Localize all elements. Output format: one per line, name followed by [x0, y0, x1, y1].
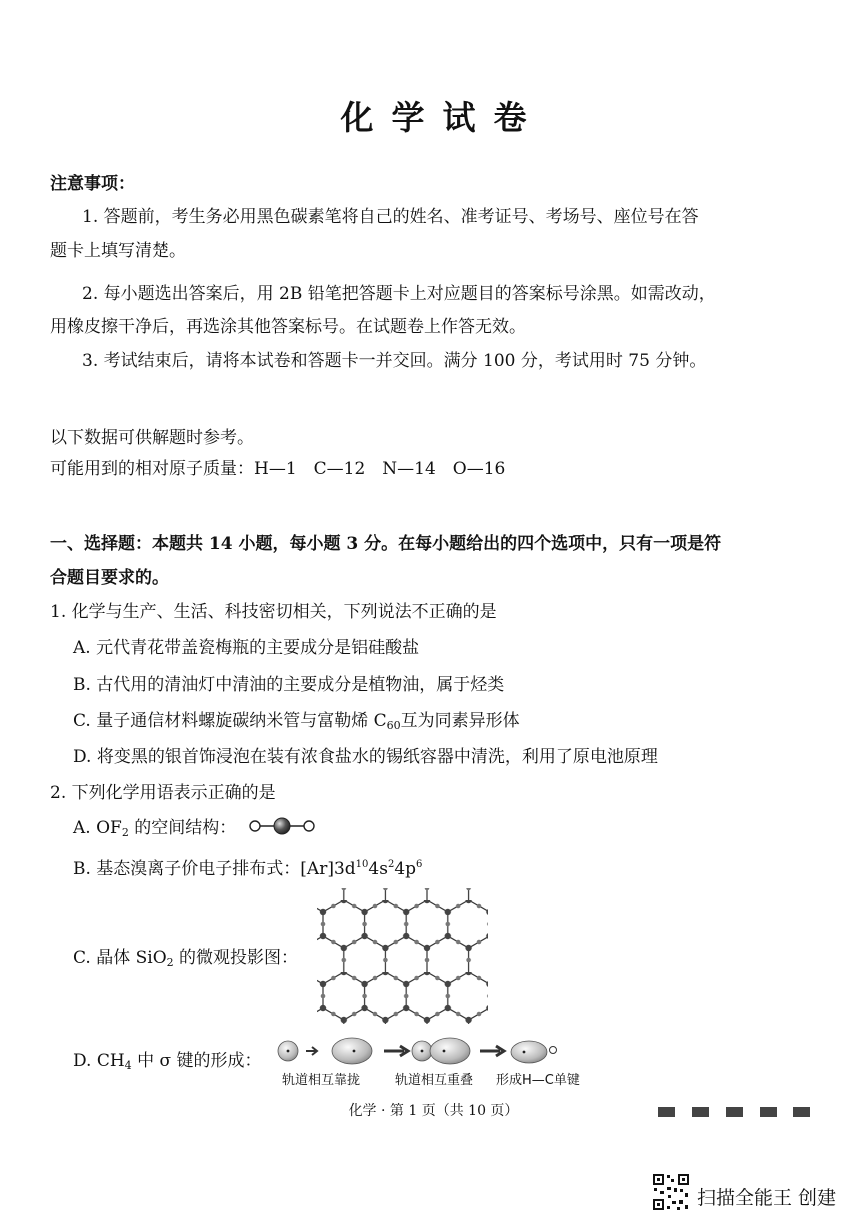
footer-mark-1: [658, 1107, 675, 1117]
of2-structure-diagram: [247, 815, 319, 837]
notice-line-1: 1. 答题前，考生务必用黑色碳素笔将自己的姓名、准考证号、考场号、座位号在答: [82, 207, 699, 227]
footer-mark-5: [793, 1107, 810, 1117]
page-title: 化学试卷: [340, 98, 545, 137]
q1-option-a: A. 元代青花带盖瓷梅瓶的主要成分是铝硅酸盐: [73, 638, 420, 658]
qr-code-icon: [652, 1173, 690, 1211]
notice-line-5: 3. 考试结束后，请将本试卷和答题卡一并交回。满分 100 分，考试用时 75 分钟。: [82, 351, 707, 371]
q2-option-c: C. 晶体 SiO$_2$ 的微观投影图：: [73, 948, 299, 969]
footer-mark-2: [692, 1107, 709, 1117]
section-heading-line-1: 一、选择题：本题共 14 小题，每小题 3 分。在每小题给出的四个选项中，只有一项是符: [50, 534, 722, 554]
atomic-masses: 可能用到的相对原子质量：H—1 C—12 N—14 O—16: [50, 459, 506, 479]
caption-overlap: 轨道相互重叠: [395, 1073, 474, 1088]
footer-mark-3: [726, 1107, 743, 1117]
notice-heading: 注意事项：: [50, 174, 135, 194]
watermark-text: 扫描全能王 创建: [697, 1187, 837, 1209]
footer-mark-4: [760, 1107, 777, 1117]
page-footer: 化学 · 第 1 页（共 10 页）: [348, 1103, 519, 1119]
q1-stem: 1. 化学与生产、生活、科技密切相关，下列说法不正确的是: [50, 602, 497, 622]
q1-option-d: D. 将变黑的银首饰浸泡在装有浓食盐水的锡纸容器中清洗，利用了原电池原理: [73, 747, 658, 767]
q2-option-a: A. $OF_2$ 的空间结构：: [73, 818, 237, 839]
caption-bond: 形成H—C单键: [496, 1073, 580, 1088]
sio2-projection-diagram: [315, 886, 490, 1026]
notice-line-2: 题卡上填写清楚。: [50, 241, 186, 261]
notice-line-3: 2. 每小题选出答案后，用 2B 铅笔把答题卡上对应题目的答案标号涂黑。如需改动，: [82, 284, 716, 304]
notice-line-4: 用橡皮擦干净后，再选涂其他答案标号。在试题卷上作答无效。: [50, 317, 526, 337]
q2-option-d: D. $CH_4$ 中 σ 键的形成：: [73, 1051, 262, 1072]
reference-intro: 以下数据可供解题时参考。: [50, 428, 254, 448]
q2-stem: 2. 下列化学用语表示正确的是: [50, 783, 276, 803]
section-heading-line-2: 合题目要求的。: [50, 568, 169, 588]
q1-option-b: B. 古代用的清油灯中清油的主要成分是植物油，属于烃类: [73, 675, 505, 695]
caption-approach: 轨道相互靠拢: [282, 1073, 361, 1088]
q1-option-c: C. 量子通信材料螺旋碳纳米管与富勒烯 $C_{60}$互为同素异形体: [73, 711, 520, 732]
sigma-bond-formation-diagram: [272, 1034, 572, 1068]
q2-option-b: B. 基态溴离子价电子排布式：$[Ar]3d^{10}4s^24p^6$: [73, 859, 423, 879]
